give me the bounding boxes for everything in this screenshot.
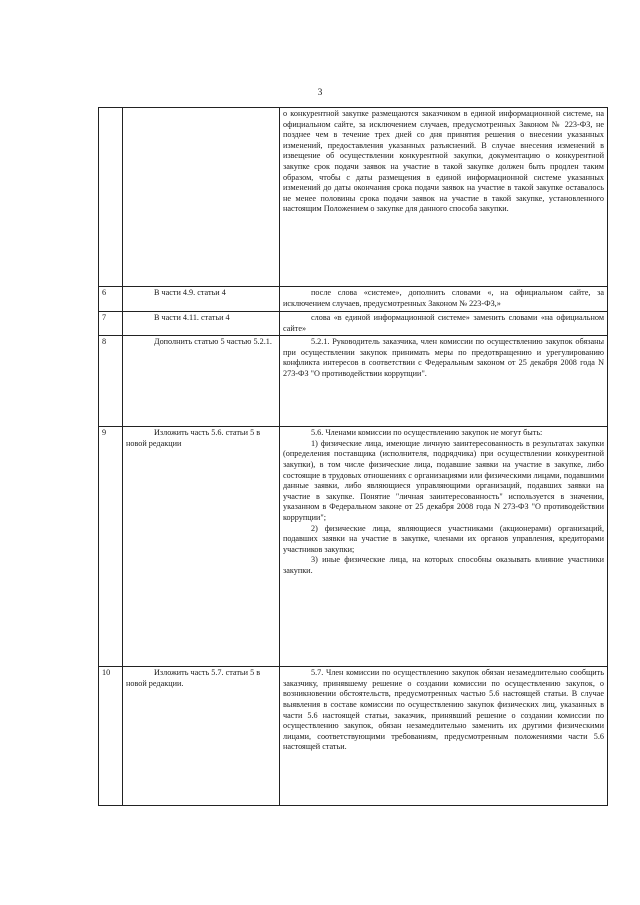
amendment-target xyxy=(123,108,280,287)
amendment-paragraph: 5.2.1. Руководитель заказчика, член комиссии по осуществлению закупок обязаны при осуществлении закупок принимать меры по предотвращению и урегулированию конфликта интересов в соответствии с Федеральным законом от 25 декабря 2008 года N 273-ФЗ "О противодействии коррупции". xyxy=(283,337,604,378)
row-number xyxy=(99,108,123,287)
amendment-target-label: Изложить часть 5.6. статьи 5 в новой редакции xyxy=(126,428,261,448)
amendment-target-label: В части 4.11. статьи 4 xyxy=(154,313,230,322)
amendment-target-label: В части 4.9. статьи 4 xyxy=(154,288,226,297)
amendment-text xyxy=(280,287,608,312)
amendment-paragraph: слова «в единой информационной системе» заменить словами «на официальном сайте» xyxy=(283,313,604,333)
table-row xyxy=(99,312,608,336)
table-row xyxy=(99,667,608,806)
amendment-target-label: Изложить часть 5.7. статьи 5 в новой редакции. xyxy=(126,668,261,688)
amendment-target-label: Дополнить статью 5 частью 5.2.1. xyxy=(154,337,272,347)
amendment-paragraph: 5.6. Членами комиссии по осуществлению закупок не могут быть: xyxy=(311,428,543,438)
row-number: 7 xyxy=(99,312,123,336)
table-row xyxy=(99,287,608,312)
row-number: 9 xyxy=(99,427,123,667)
row-number: 10 xyxy=(99,667,123,806)
amendment-target xyxy=(123,427,280,667)
amendment-paragraph: 2) физические лица, являющиеся участниками (акционерами) организаций, подавших заявки на участие в закупке, членами их органов управления, кредиторами участников закупки; xyxy=(283,523,604,554)
amendment-paragraph: после слова «системе», дополнить словами «, на официальном сайте, за исключением случаев, предусмотренных Законом № 223-ФЗ,» xyxy=(283,288,604,308)
amendment-paragraph: 1) физические лица, имеющие личную заинтересованность в результатах закупки (определения поставщика (исполнителя, подрядчика) при осуществлении конкурентной закупки), в том числе физические лица, подавшие заявки на участие в закупке, либо состоящие в трудовых отношениях с организациями или физическими лицами, подавшими данные заявки, либо являющиеся управляющими организаций, подавших заявки на участие в закупке. Понятие "личная заинтересованность" используется в значении, указанном в Федеральном законе от 25 декабря 2008 года N 273-ФЗ "О противодействии коррупции"; xyxy=(283,438,604,522)
amendments-table xyxy=(98,107,608,806)
amendment-paragraph: 3) иные физические лица, на которых способны оказывать влияние участники закупки. xyxy=(283,555,604,575)
amendment-target xyxy=(123,336,280,427)
amendment-target xyxy=(123,667,280,806)
page-number: 3 xyxy=(317,88,323,98)
amendment-target xyxy=(123,312,280,336)
amendment-text xyxy=(280,312,608,336)
table-row xyxy=(99,427,608,667)
amendment-text xyxy=(280,427,608,667)
table-row xyxy=(99,108,608,287)
amendment-text xyxy=(280,667,608,806)
amendment-text xyxy=(280,108,608,287)
row-number: 6 xyxy=(99,287,123,312)
amendment-paragraph: 5.7. Член комиссии по осуществлению закупок обязан незамедлительно сообщить заказчику, принявшему решение о создании комиссии по осуществлению закупок, о возникновении обстоятельств, предусмотренных частью 5.6 настоящей статьи. В случае выявления в составе комиссии по осуществлению закупок физических лиц, указанных в части 5.6 настоящей статьи, заказчик, принявший решение о создании комиссии по осуществлению закупок, обязан незамедлительно заменить их другими физическими лицами, соответствующими требованиям, предусмотренным положениями части 5.6 настоящей статьи. xyxy=(283,668,604,752)
amendment-paragraph: о конкурентной закупке размещаются заказчиком в единой информационной системе, на официальном сайте, за исключением случаев, предусмотренных Законом № 223-ФЗ, не позднее чем в течение трех дней со дня принятия решения о внесении указанных изменений, предоставления указанных разъяснений. В случае внесения изменений в извещение об осуществлении конкурентной закупки, документацию о конкурентной закупке срок подачи заявок на участие в такой закупке должен быть продлен таким образом, чтобы с даты размещения в единой информационной системе указанных изменений до даты окончания срока подачи заявок на участие в такой закупке оставалось не менее половины срока подачи заявок на участие в такой закупке, установленного настоящим Положением о закупке для данного способа закупки. xyxy=(283,109,604,214)
table-row xyxy=(99,336,608,427)
amendment-target xyxy=(123,287,280,312)
row-number: 8 xyxy=(99,336,123,427)
amendment-text xyxy=(280,336,608,427)
